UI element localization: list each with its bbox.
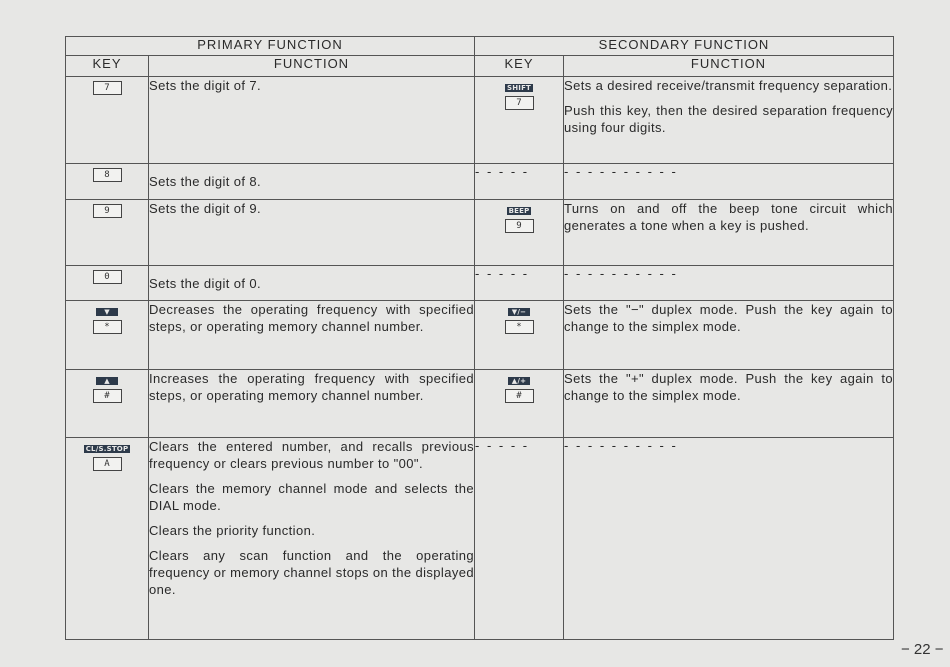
primary-function-column-heading: FUNCTION [149,56,475,77]
column-header-row [66,56,894,77]
function-text: Clears the entered number, and recalls previous frequency or clears previous number to "00". [149,439,474,471]
primary-function-cell [149,77,475,164]
key-hash: # [93,389,122,403]
function-text: Clears any scan function and the operating frequency or memory channel stops on the displayed one. [149,548,474,597]
primary-function-cell [149,438,475,640]
primary-key-cell [66,266,149,301]
clear-scan-stop-keycap: CL/S.STOP [85,445,129,453]
secondary-key-heading: KEY [475,56,564,77]
function-text: Turns on and off the beep tone circuit which generates a tone when a key is pushed. [564,201,893,233]
function-text: Sets a desired receive/transmit frequency separation. [564,78,893,93]
section-header-row [66,37,894,56]
secondary-function-dash: - - - - - - - - - - [564,266,894,301]
primary-key-cell [66,301,149,370]
function-text: Sets the "+" duplex mode. Push the key again to change to the simplex mode. [564,371,893,403]
key-star: * [505,320,534,334]
primary-key-cell [66,438,149,640]
primary-function-cell [149,266,475,301]
secondary-key-dash: - - - - - [475,438,564,640]
function-text: Clears the memory channel mode and selects the DIAL mode. [149,481,474,513]
primary-key-cell [66,370,149,438]
secondary-key-cell [475,200,564,266]
function-text: Push this key, then the desired separation frequency using four digits. [564,103,893,135]
primary-key-cell [66,200,149,266]
secondary-function-column-heading: FUNCTION [564,56,894,77]
primary-function-cell [149,370,475,438]
key-hash: # [505,389,534,403]
table-row [66,438,894,640]
key-0: 0 [93,270,122,284]
primary-function-cell [149,200,475,266]
up-plus-keycap: ▲/+ [508,377,530,385]
table-row [66,164,894,200]
table-row [66,370,894,438]
primary-function-heading: PRIMARY FUNCTION [66,37,475,56]
secondary-function-cell [564,301,894,370]
function-text: Sets the digit of 0. [149,275,262,291]
secondary-function-dash: - - - - - - - - - - [564,164,894,200]
primary-key-heading: KEY [66,56,149,77]
page-number: − 22 − [901,641,944,658]
primary-function-cell [149,301,475,370]
secondary-function-cell [564,370,894,438]
secondary-key-cell [475,77,564,164]
function-text: Clears the priority function. [149,523,316,538]
table-row [66,77,894,164]
key-9: 9 [93,204,122,218]
function-text: Sets the "−" duplex mode. Push the key again to change to the simplex mode. [564,302,893,334]
secondary-key-cell [475,370,564,438]
function-table [65,36,894,640]
table-row [66,301,894,370]
down-arrow-keycap: ▼ [96,308,118,316]
primary-key-cell [66,77,149,164]
secondary-function-cell [564,200,894,266]
up-arrow-keycap: ▲ [96,377,118,385]
secondary-function-heading: SECONDARY FUNCTION [475,37,894,56]
function-text: Sets the digit of 9. [149,201,262,216]
primary-key-cell [66,164,149,200]
secondary-key-cell [475,301,564,370]
primary-function-cell [149,164,475,200]
beep-keycap: BEEP [508,207,530,215]
table-row [66,200,894,266]
key-9: 9 [505,219,534,233]
key-7: 7 [505,96,534,110]
shift-keycap: SHIFT [506,84,532,92]
function-text: Decreases the operating frequency with specified steps, or operating memory channel number. [149,302,474,334]
secondary-key-dash: - - - - - [475,164,564,200]
function-text: Sets the digit of 7. [149,78,262,93]
table-row [66,266,894,301]
key-star: * [93,320,122,334]
key-a: A [93,457,122,471]
function-text: Increases the operating frequency with specified steps, or operating memory channel number. [149,371,474,403]
key-7: 7 [93,81,122,95]
secondary-key-dash: - - - - - [475,266,564,301]
function-text: Sets the digit of 8. [149,174,262,189]
key-8: 8 [93,168,122,182]
secondary-function-cell [564,77,894,164]
down-minus-keycap: ▼/− [508,308,530,316]
secondary-function-dash: - - - - - - - - - - [564,438,894,640]
